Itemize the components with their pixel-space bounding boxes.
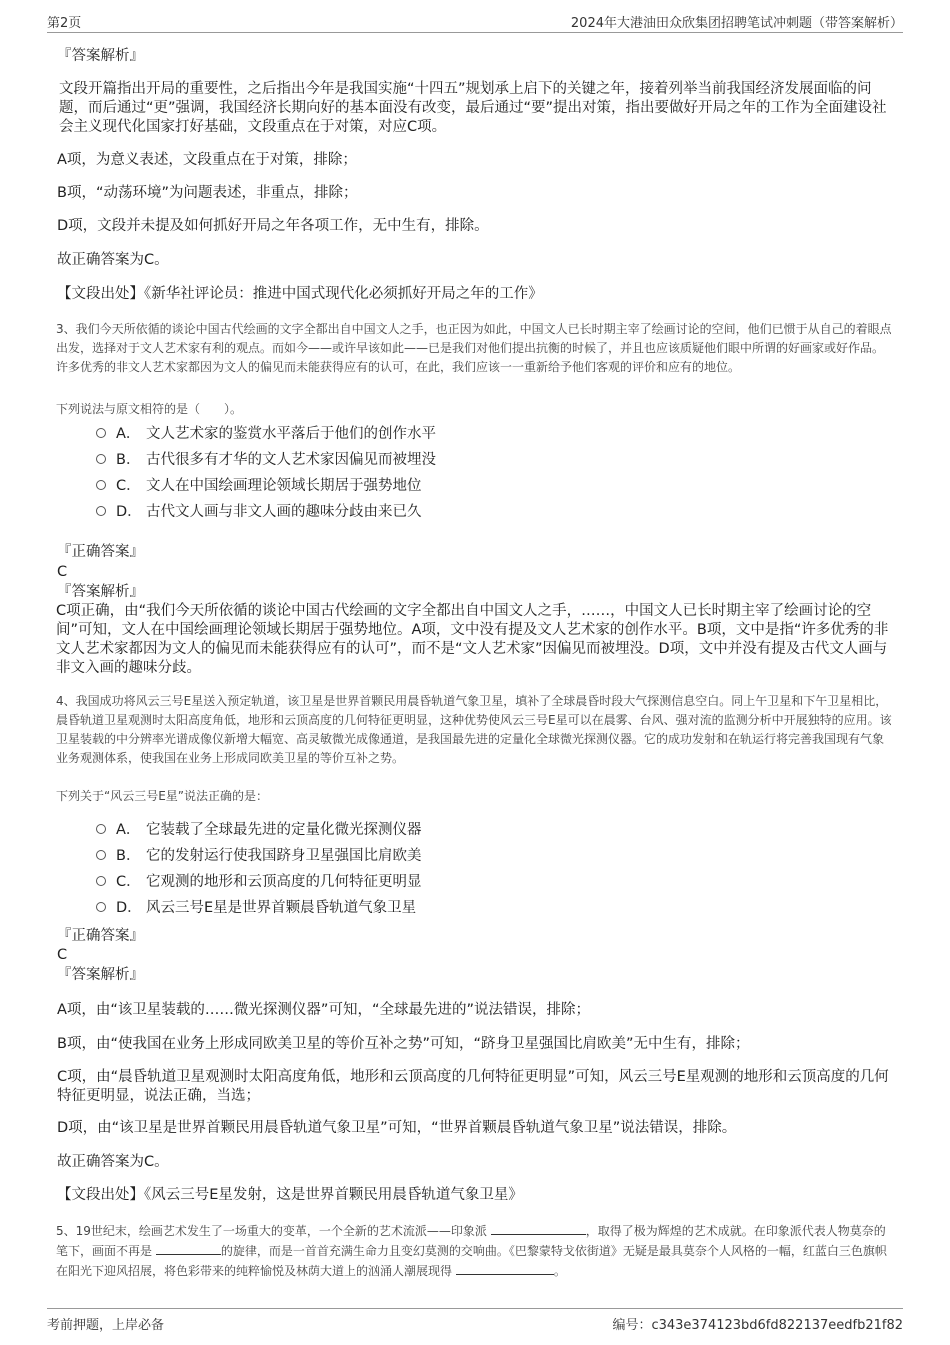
q4-analysis-title: 『答案解析』 xyxy=(57,967,144,983)
page-footer xyxy=(47,1308,903,1333)
radio-icon[interactable] xyxy=(96,454,106,464)
q2-option-d-analysis: D项，文段并未提及如何抓好开局之年各项工作，无中生有，排除。 xyxy=(57,218,489,234)
q4-source: 【文段出处】《风云三号E星发射，这是世界首颗民用晨昏轨道气象卫星》 xyxy=(57,1187,523,1203)
q4-option-b-analysis: B项，由“使我国在业务上形成同欧美卫星的等价互补之势”可知，“跻身卫星强国比肩欧美”无中生有，排除； xyxy=(57,1036,750,1052)
document-id: 编号：c343e374123bd6fd822137eedfb21f82 xyxy=(612,1318,903,1333)
q4-option-d[interactable]: D． 风云三号E星是世界首颗晨昏轨道气象卫星 xyxy=(96,899,416,918)
q4-option-d-analysis: D项，由“该卫星是世界首颗民用晨昏轨道气象卫星”可知，“世界首颗晨昏轨道气象卫星”说法错误，排除。 xyxy=(57,1120,737,1136)
q4-question: 下列关于“风云三号E星”说法正确的是： xyxy=(56,789,269,803)
q3-option-c[interactable]: C． 文人在中国绘画理论领域长期居于强势地位 xyxy=(96,477,422,496)
q4-option-b[interactable]: B． 它的发射运行使我国跻身卫星强国比肩欧美 xyxy=(96,847,422,866)
q2-analysis-title: 『答案解析』 xyxy=(57,48,144,64)
q3-option-d[interactable]: D． 古代文人画与非文人画的趣味分歧由来已久 xyxy=(96,503,422,522)
q4-option-c[interactable]: C． 它观测的地形和云顶高度的几何特征更明显 xyxy=(96,873,422,892)
q4-conclusion: 故正确答案为C。 xyxy=(57,1154,169,1170)
q2-conclusion: 故正确答案为C。 xyxy=(57,252,169,268)
q3-analysis-title: 『答案解析』 xyxy=(57,584,144,600)
q5-passage: 5、19世纪末，绘画艺术发生了一场重大的变革，一个全新的艺术流派——印象派 ，取得了极为辉煌的艺术成就。在印象派代表人物莫奈的笔下，画面不再是 的旋律，而是一首首充满生命力且变幻莫测的交响曲。《巴黎蒙特戈依街道》无疑是最具莫奈个人风格的一幅，红蓝白三色旗帜在阳光下迎风招展，将色彩带来的纯粹愉悦及林荫大道上的汹涌人潮展现得 。 xyxy=(56,1221,892,1281)
q2-option-a-analysis: A项，为意义表述，文段重点在于对策，排除； xyxy=(57,152,357,168)
q4-option-a[interactable]: A． 它装载了全球最先进的定量化微光探测仪器 xyxy=(96,821,422,840)
q3-answer: C xyxy=(57,564,68,580)
q4-answer: C xyxy=(57,947,68,963)
q4-passage: 4、我国成功将风云三号E星送入预定轨道，该卫星是世界首颗民用晨昏轨道气象卫星，填补了全球晨昏时段大气探测信息空白。同上午卫星和下午卫星相比，晨昏轨道卫星观测时太阳高度角低，地形和云顶高度的几何特征更明显，这种优势使风云三号E星可以在晨雾、台风、强对流的监测分析中开展独特的应用。该卫星装载的中分辨率光谱成像仪新增大幅宽、高灵敏微光成像通道，是我国最先进的定量化全球微光探测仪器。它的成功发射和在轨运行将完善我国现有气象业务观测体系，使我国在业务上形成同欧美卫星的等价互补之势。 xyxy=(56,694,892,765)
q4-answer-title: 『正确答案』 xyxy=(57,928,144,944)
q2-option-b-analysis: B项，“动荡环境”为问题表述，非重点，排除； xyxy=(57,185,358,201)
radio-icon[interactable] xyxy=(96,428,106,438)
q4-option-c-analysis: C项，由“晨昏轨道卫星观测时太阳高度角低，地形和云顶高度的几何特征更明显”可知，风云三号E星观测的地形和云顶高度的几何特征更明显，说法正确，当选； xyxy=(57,1069,889,1104)
q3-question: 下列说法与原文相符的是（ ）。 xyxy=(56,402,243,416)
q3-answer-title: 『正确答案』 xyxy=(57,544,144,560)
radio-icon[interactable] xyxy=(96,824,106,834)
q3-analysis-text: C项正确，由“我们今天所依循的谈论中国古代绘画的文字全都出自中国文人之手，……，中国文人已长时期主宰了绘画讨论的空间”可知，文人在中国绘画理论领域长期居于强势地位。A项，文中没有提及文人艺术家的创作水平。B项，文中是指“许多优秀的非文人艺术家都因为文人的偏见而未能获得应有的认可”，而不是“文人艺术家”因偏见而被埋没。D项，文中并没有提及古代文人画与非文入画的趣味分歧。 xyxy=(56,603,889,676)
q4-option-a-analysis: A项，由“该卫星装载的……微光探测仪器”可知，“全球最先进的”说法错误，排除； xyxy=(57,1002,590,1018)
page-number: 第2页 xyxy=(47,16,82,31)
q3-option-b[interactable]: B． 古代很多有才华的文人艺术家因偏见而被埋没 xyxy=(96,451,436,470)
fill-blank-2[interactable] xyxy=(156,1241,221,1255)
radio-icon[interactable] xyxy=(96,480,106,490)
fill-blank-3[interactable] xyxy=(456,1261,554,1275)
footer-slogan: 考前押题，上岸必备 xyxy=(47,1318,165,1333)
fill-blank-1[interactable] xyxy=(491,1221,586,1235)
q2-source: 【文段出处】《新华社评论员：推进中国式现代化必须抓好开局之年的工作》 xyxy=(57,286,543,302)
page-header xyxy=(47,10,903,33)
document-title: 2024年大港油田众欣集团招聘笔试冲刺题（带答案解析） xyxy=(570,16,903,31)
radio-icon[interactable] xyxy=(96,902,106,912)
radio-icon[interactable] xyxy=(96,876,106,886)
q3-passage: 3、我们今天所依循的谈论中国古代绘画的文字全都出自中国文人之手，也正因为如此，中国文人已长时期主宰了绘画讨论的空间，他们已惯于从自己的着眼点出发，选择对于文人艺术家有利的观点。而如今——或许早该如此——已是我们对他们提出抗衡的时候了，并且也应该质疑他们眼中所谓的好画家或好作品。许多优秀的非文人艺术家都因为文人的偏见而未能获得应有的认可，在此，我们应该一一重新给予他们客观的评价和应有的地位。 xyxy=(56,322,892,374)
q3-option-a[interactable]: A． 文人艺术家的鉴赏水平落后于他们的创作水平 xyxy=(96,425,436,444)
radio-icon[interactable] xyxy=(96,506,106,516)
q2-analysis-text: 文段开篇指出开局的重要性，之后指出今年是我国实施“十四五”规划承上启下的关键之年，接着列举当前我国经济发展面临的问题，而后通过“更”强调，我国经济长期向好的基本面没有改变，最后通过“要”提出对策，指出要做好开局之年的工作为全面建设社会主义现代化国家打好基础，文段重点在于对策，对应C项。 xyxy=(59,81,887,135)
radio-icon[interactable] xyxy=(96,850,106,860)
